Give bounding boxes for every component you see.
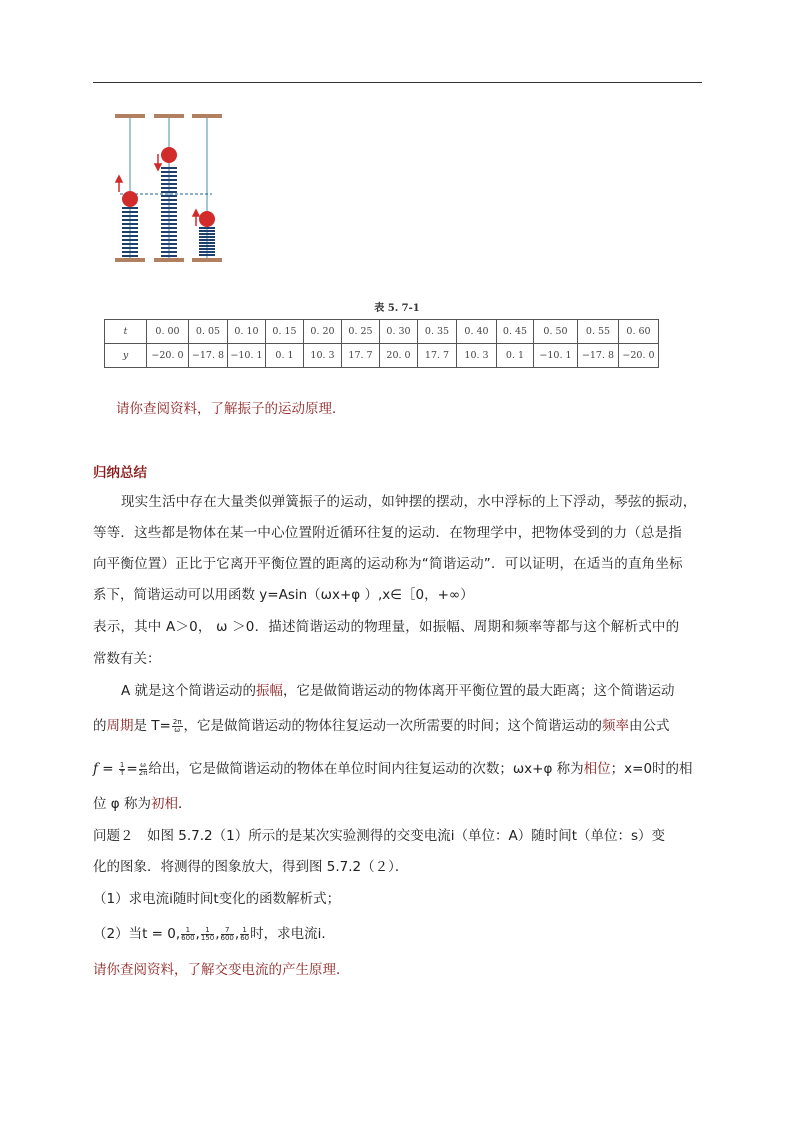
numerator: 1: [240, 927, 249, 935]
definition-amplitude: [121, 683, 675, 699]
summary-line-6: 常数有关：: [93, 651, 161, 667]
numerator: 1: [119, 760, 125, 769]
table-cell: 0. 05: [189, 320, 228, 344]
term-amplitude: 振幅: [256, 683, 284, 699]
table-cell: 0. 25: [342, 320, 380, 344]
bottom-bar-1: [115, 258, 145, 262]
summary-line-2: 等等．这些都是物体在某一中心位置附近循环往复的运动．在物理学中，把物体受到的力（总是指: [93, 525, 683, 541]
fraction: [221, 927, 234, 942]
summary-line-1: 现实生活中存在大量类似弹簧振子的运动，如钟摆的摆动，水中浮标的上下浮动，琴弦的振动，: [121, 494, 697, 510]
denominator: ω: [174, 725, 181, 734]
definition-initial-phase: [93, 796, 192, 812]
summary-heading: 归纳总结: [93, 465, 147, 481]
table-cell: 0. 00: [147, 320, 189, 344]
table-cell: 17. 7: [418, 344, 457, 368]
table-cell: 20. 0: [380, 344, 418, 368]
spring-oscillator-figure: [112, 110, 224, 268]
bottom-bar-3: [192, 258, 222, 262]
top-bar-2: [154, 114, 184, 118]
term-initial-phase: 初相: [151, 796, 178, 812]
row-label: t: [105, 320, 147, 344]
arrow-up-icon: [116, 176, 122, 192]
table-cell: −17. 8: [578, 344, 619, 368]
table-cell: −20. 0: [147, 344, 189, 368]
text: 时，求电流i．: [250, 926, 335, 942]
fraction: [172, 719, 183, 734]
text: ，它是做简谐运动的物体往复运动一次所需要的时间；这个简谐运动的: [183, 718, 603, 734]
fraction: [201, 927, 214, 942]
row-label: y: [105, 344, 147, 368]
term-frequency: 频率: [602, 718, 630, 734]
summary-line-5: 表示，其中 A＞0， ω ＞0．描述简谐运动的物理量，如振幅、周期和频率等都与这个解析式中的: [93, 619, 680, 635]
text: =: [98, 761, 118, 777]
bottom-bar-2: [154, 258, 184, 262]
table-cell: 0. 40: [457, 320, 497, 344]
prompt-vibrator: 请你查阅资料，了解振子的运动原理．: [116, 401, 346, 417]
table-cell: 0. 55: [578, 320, 619, 344]
text: ，它是做简谐运动的物体离开平衡位置的最大距离；这个简谐运动: [283, 683, 675, 699]
denominator: 600: [181, 933, 195, 942]
symbol-f: f: [93, 761, 98, 777]
table-cell: −10. 1: [228, 344, 266, 368]
numerator: 1: [181, 927, 194, 935]
text: ；x=0时的相: [610, 761, 693, 777]
spring-1: [122, 208, 138, 256]
header-rule: [93, 82, 702, 83]
prompt-alternating-current: 请你查阅资料，了解交变电流的产生原理．: [93, 962, 350, 978]
text: 是 T=: [133, 718, 171, 734]
fraction: [119, 762, 125, 777]
table-cell: −17. 8: [189, 344, 228, 368]
arrow-down-icon: [155, 154, 161, 170]
table-cell: 10. 3: [304, 344, 342, 368]
table-cell: 0. 20: [304, 320, 342, 344]
data-table: [104, 319, 659, 368]
table-row-t: [105, 320, 659, 344]
table-cell: 0. 60: [619, 320, 659, 344]
definition-frequency: [93, 761, 693, 777]
term-period: 周期: [106, 718, 134, 734]
summary-line-3: 向平衡位置）正比于它离开平衡位置的距离的运动称为“简谐运动”．可以证明，在适当的直角坐标: [93, 556, 683, 572]
denominator: 2π: [138, 768, 148, 777]
table-cell: −20. 0: [619, 344, 659, 368]
text: 位 φ 称为: [93, 796, 151, 812]
denominator: T: [120, 768, 125, 777]
table-cell: 0. 1: [266, 344, 304, 368]
ball-1: [122, 191, 138, 207]
table-cell: 10. 3: [457, 344, 497, 368]
text: =: [126, 761, 138, 777]
table-cell: 0. 30: [380, 320, 418, 344]
text: 的: [93, 718, 107, 734]
table-cell: 0. 35: [418, 320, 457, 344]
numerator: 7: [221, 927, 234, 935]
numerator: 1: [201, 927, 214, 935]
table-cell: 0. 15: [266, 320, 304, 344]
text: （2）当t = 0,: [93, 926, 181, 942]
table-cell: −10. 1: [534, 344, 578, 368]
text: 给出，它是做简谐运动的物体在单位时间内往复运动的次数；ωx+φ 称为: [148, 761, 584, 777]
numerator: ω: [140, 760, 146, 769]
arrow-up-icon: [193, 210, 199, 226]
definition-period: [93, 718, 670, 734]
problem2-question-1: （1）求电流i随时间t变化的函数解析式；: [93, 891, 341, 907]
text: ．: [178, 796, 192, 812]
term-phase: 相位: [583, 761, 611, 777]
text: 由公式: [629, 718, 670, 734]
problem2-question-2: （2）当t = 0, $\frac{1}{600}$ , $\frac{1}{150}$ , $\frac{7}{600}$ , $\frac{1}{60}$ 时，求电流i．: [93, 925, 335, 942]
table-row-y: [105, 344, 659, 368]
problem2-line-1: 问题２ 如图 5.7.2（1）所示的是某次实验测得的交变电流i（单位：A）随时间t（单位：s）变: [93, 828, 666, 844]
top-bar-1: [115, 114, 145, 118]
fraction: [181, 927, 194, 942]
table-cell: 17. 7: [342, 344, 380, 368]
denominator: 60: [240, 933, 250, 942]
table-caption: 表 5. 7-1: [374, 303, 420, 314]
ball-2: [161, 147, 177, 163]
summary-line-4: 系下，简谐运动可以用函数 y=Asin（ωx+φ ）,x∈［0，+∞）: [93, 587, 474, 603]
top-bar-3: [192, 114, 222, 118]
denominator: 600: [220, 933, 234, 942]
numerator: 2π: [172, 717, 182, 726]
denominator: 150: [200, 933, 215, 942]
text: A 就是这个简谐运动的: [121, 683, 257, 699]
fraction: [240, 927, 249, 942]
problem2-line-2: 化的图象．将测得的图象放大，得到图 5.7.2（２）．: [93, 859, 409, 875]
table-cell: 0. 45: [497, 320, 534, 344]
ball-3: [199, 211, 215, 227]
table-cell: 0. 1: [497, 344, 534, 368]
table-cell: 0. 10: [228, 320, 266, 344]
table-cell: 0. 50: [534, 320, 578, 344]
fraction: [139, 762, 148, 777]
